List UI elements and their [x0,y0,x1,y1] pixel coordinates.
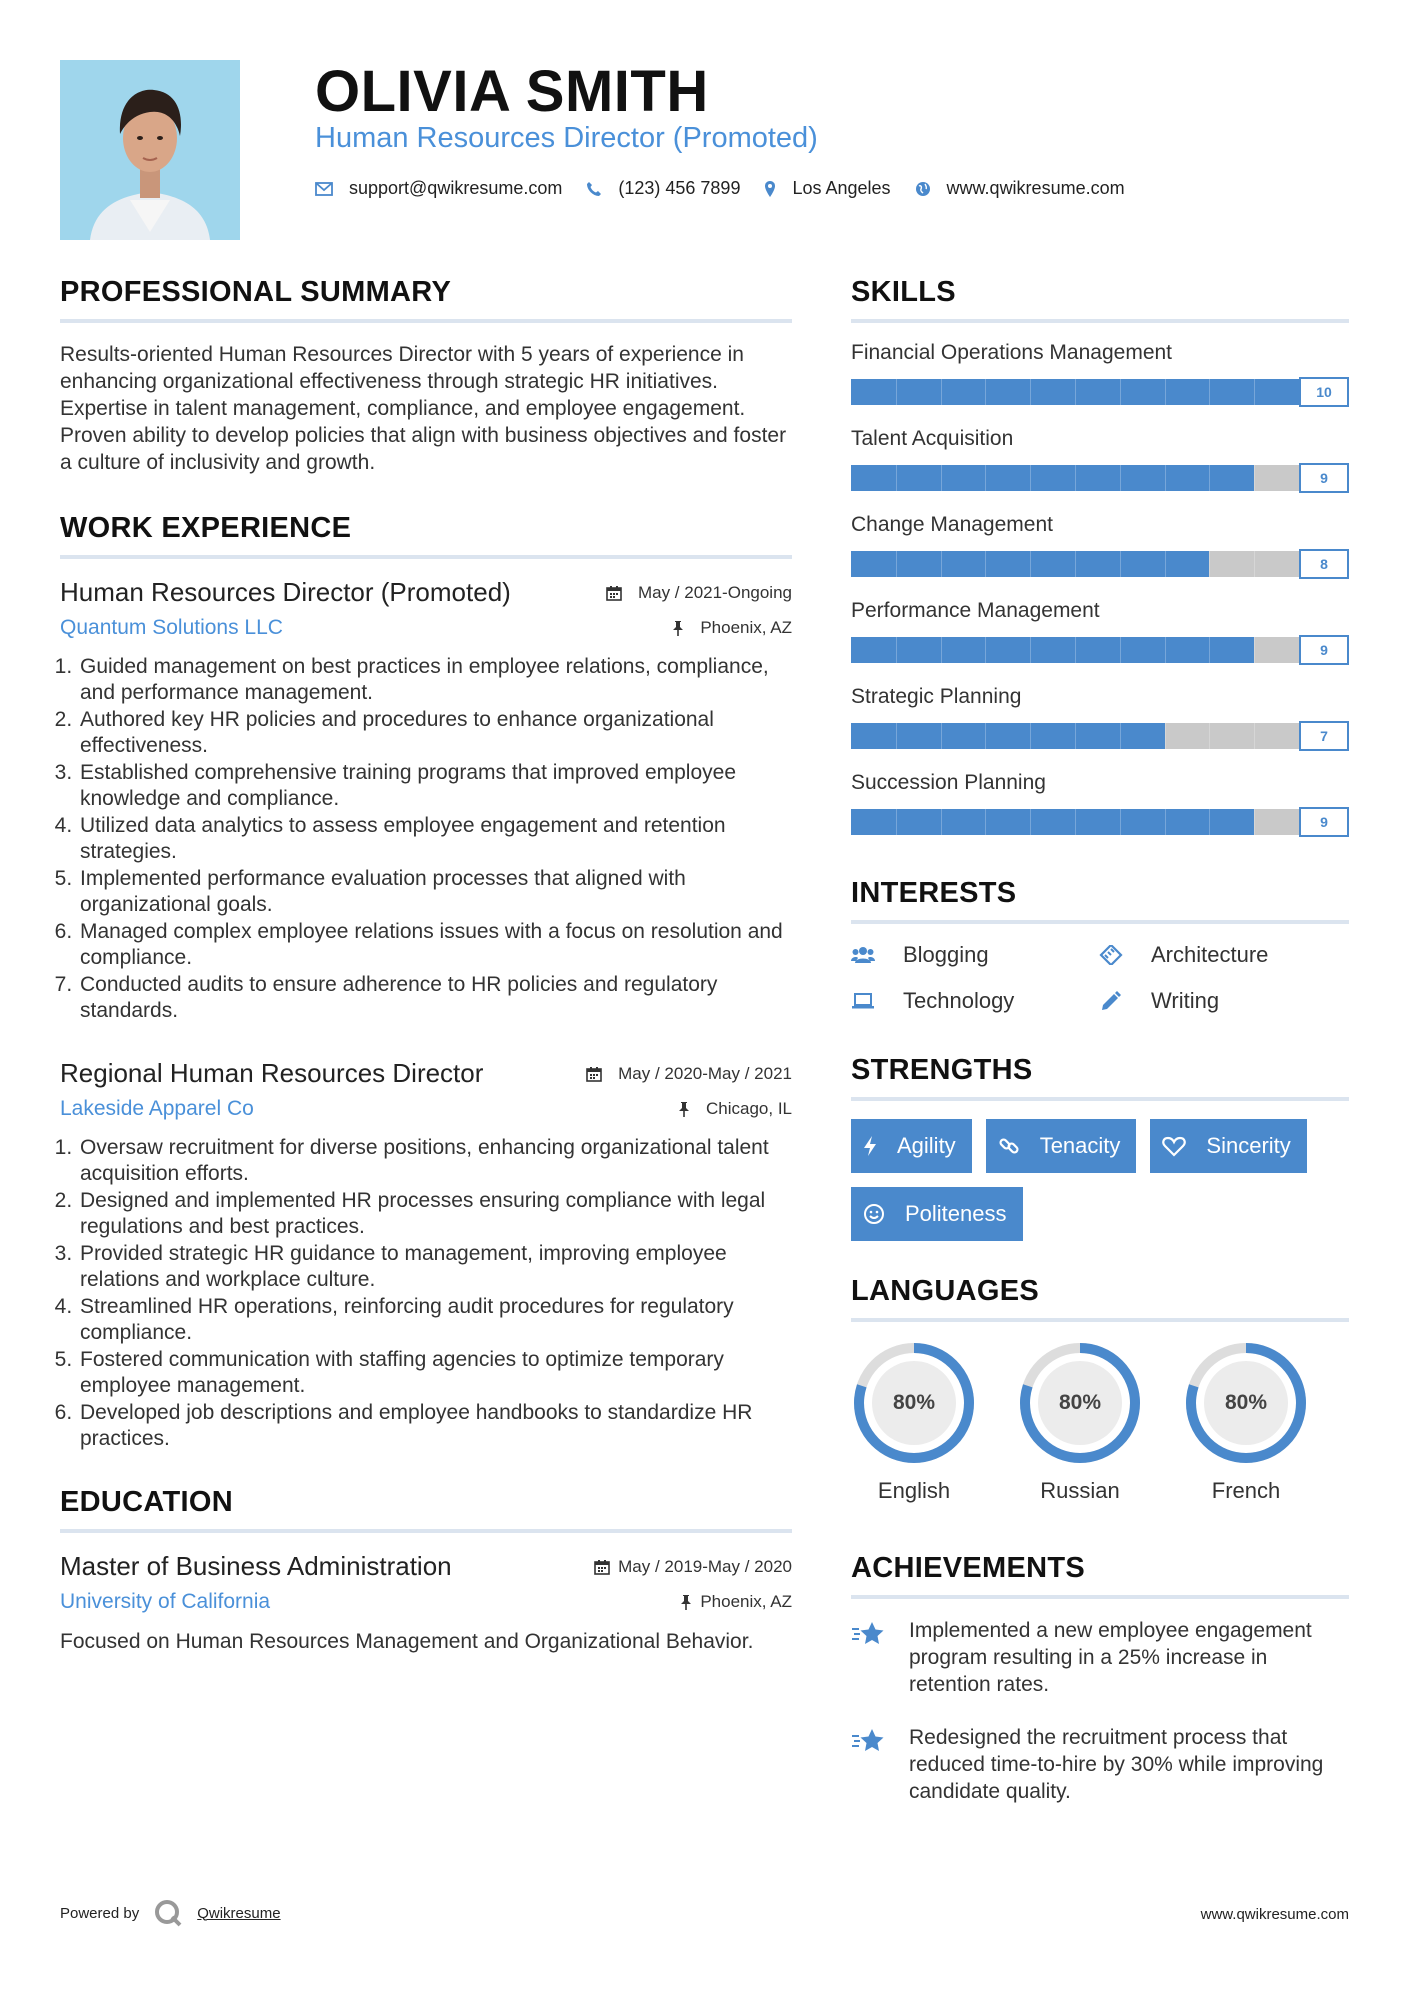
skill-bar-segment [985,637,986,663]
candidate-title: Human Resources Director (Promoted) [315,122,818,154]
company-name: Lakeside Apparel Co [60,1097,254,1120]
strength-badge [986,1119,1137,1173]
job-bullet: 1. Guided management on best practices in employee relations, compliance, and performance management. [78,654,792,706]
skill-bar-segment [941,551,942,577]
skill-bar-segment [1120,637,1121,663]
language-ring [851,1340,977,1466]
laptop-icon [851,991,889,1011]
skill-bar-segment [941,465,942,491]
school-name: University of California [60,1590,271,1613]
languages-heading: LANGUAGES [851,1275,1349,1322]
strength-label: Agility [897,1133,956,1158]
skill-item [851,771,1349,837]
job-bullet: 2. Authored key HR policies and procedures to enhance organizational effectiveness. [78,707,792,759]
skill-bar-segment [1075,379,1076,405]
language-name: French [1211,1478,1281,1503]
education-description: Focused on Human Resources Management and Organizational Behavior. [60,1630,754,1653]
skill-name: Succession Planning [851,771,1046,794]
job-bullet: 4. Streamlined HR operations, reinforcing audit procedures for regulatory compliance. [78,1294,792,1346]
achievements-list [851,1617,1349,1805]
skill-item [851,599,1349,665]
strength-label: Tenacity [1039,1133,1121,1158]
skill-bar [851,549,1349,579]
job-dates [606,583,792,603]
contact-bar [315,178,1149,199]
skill-bar-segment [1075,723,1076,749]
language-ring [1183,1340,1309,1466]
profile-photo-illustration [60,60,240,240]
education-dates [594,1557,792,1577]
job-entry [60,1058,792,1452]
skill-bar-fill [851,465,1254,491]
skill-bar-segment [1120,379,1121,405]
skill-item [851,513,1349,579]
skill-item [851,427,1349,493]
skill-bar-segment [1209,723,1210,749]
language-name: English [877,1478,951,1503]
phone-text: (123) 456 7899 [618,178,741,198]
job-bullet: 7. Conducted audits to ensure adherence to HR policies and regulatory standards. [78,972,792,1024]
skill-item [851,685,1349,751]
left-column [60,276,792,1689]
calendar-icon [606,585,630,601]
interest-item [1099,942,1349,968]
education-dates-text: May / 2019-May / 2020 [618,1557,792,1576]
company-name: Quantum Solutions LLC [60,616,283,639]
footer-powered-by [60,1898,281,1928]
interest-label: Blogging [903,942,989,967]
skill-level-badge: 9 [1299,463,1349,493]
interests-list [851,942,1349,1014]
skill-bar-segment [1254,723,1255,749]
degree-title: Master of Business Administration [60,1551,452,1581]
email-text: support@qwikresume.com [349,178,563,198]
skill-bar-segment [941,379,942,405]
languages-list [851,1340,1349,1504]
achievements-heading: ACHIEVEMENTS [851,1552,1349,1599]
skill-bar-segment [1254,551,1255,577]
qwikresume-logo-icon [153,1898,183,1928]
skill-bar-fill [851,723,1165,749]
pushpin-icon [672,620,692,636]
job-bullet: 6. Managed complex employee relations issues with a focus on resolution and compliance. [78,919,792,971]
language-percent: 80% [1058,1391,1102,1414]
job-location [678,1099,792,1119]
achievement-text: Implemented a new employee engagement program resulting in a 25% increase in retention rates. [909,1619,1312,1696]
phone-icon [586,181,602,197]
pushpin-icon [680,1594,692,1610]
job-bullet: 3. Provided strategic HR guidance to management, improving employee relations and workplace culture. [78,1241,792,1293]
envelope-icon [315,182,333,196]
interests-heading: INTERESTS [851,877,1349,924]
job-bullet: 5. Implemented performance evaluation processes that aligned with organizational goals. [78,866,792,918]
smile-icon [863,1203,895,1225]
skill-bar-segment [1165,551,1166,577]
job-location [672,618,792,638]
job-bullet: 3. Established comprehensive training programs that improved employee knowledge and compliance. [78,760,792,812]
job-bullet: 4. Utilized data analytics to assess employee engagement and retention strategies. [78,813,792,865]
job-entry [60,577,792,1024]
skill-bar [851,377,1349,407]
skill-bar-segment [1120,551,1121,577]
skill-bar-segment [1165,723,1166,749]
education-location-text: Phoenix, AZ [700,1592,792,1611]
skills-heading: SKILLS [851,276,1349,323]
skill-bar-segment [1075,551,1076,577]
skill-bar [851,721,1349,751]
skill-bar-segment [985,379,986,405]
strengths-heading: STRENGTHS [851,1054,1349,1101]
skill-bar-segment [896,809,897,835]
education-heading: EDUCATION [60,1486,792,1533]
skill-bar-fill [851,809,1254,835]
interest-item [1099,988,1349,1014]
heart-icon [1162,1135,1196,1157]
job-list [60,577,792,1452]
achievement-item [851,1617,1349,1698]
education-location [680,1592,792,1612]
skill-bar-segment [985,465,986,491]
skill-bar-segment [1254,465,1255,491]
pushpin-icon [678,1101,698,1117]
job-dates-text: May / 2020-May / 2021 [618,1064,792,1083]
globe-icon [915,181,931,197]
education-entry [60,1551,792,1655]
language-name: Russian [1040,1478,1120,1503]
skill-bar-segment [1209,465,1210,491]
skill-bar-segment [1075,809,1076,835]
calendar-icon [594,1559,610,1575]
skill-bar-segment [1209,379,1210,405]
qwikresume-link[interactable]: Qwikresume [197,1904,281,1922]
summary-text: Results-oriented Human Resources Director with 5 years of experience in enhancing organizational effectiveness through strategic HR initiatives. Expertise in talent management, compliance, and employee engagement. Proven ability to develop policies that align with business objectives and foster a culture of inclusivity and growth. [60,343,787,474]
skill-bar-segment [1165,379,1166,405]
job-title: Regional Human Resources Director [60,1058,484,1088]
interest-label: Architecture [1151,942,1269,967]
skill-bar-segment [1254,809,1255,835]
skill-bar-fill [851,637,1254,663]
skill-bar-segment [1209,637,1210,663]
job-location-text: Phoenix, AZ [700,618,792,637]
experience-heading: WORK EXPERIENCE [60,512,792,559]
right-column [851,276,1349,1831]
strength-badge [851,1187,1023,1241]
skill-bar-segment [896,465,897,491]
language-percent: 80% [892,1391,936,1414]
job-bullets [60,654,792,1024]
skill-bar-segment [985,723,986,749]
contact-location [764,178,890,199]
skill-level-badge: 9 [1299,635,1349,665]
skill-item [851,341,1349,407]
job-bullet: 5. Fostered communication with staffing agencies to optimize temporary employee management. [78,1347,792,1399]
contact-phone[interactable] [586,178,740,199]
skill-bar-segment [1209,551,1210,577]
users-icon [851,945,889,965]
pencil-icon [1099,991,1137,1011]
skill-bar-segment [896,551,897,577]
skill-level-badge: 8 [1299,549,1349,579]
bolt-icon [863,1135,887,1157]
job-bullets [60,1135,792,1452]
skill-bar-segment [1075,637,1076,663]
skill-bar-segment [1209,809,1210,835]
location-text: Los Angeles [792,178,891,198]
skill-bar-segment [896,637,897,663]
strength-badge [1150,1119,1306,1173]
skill-bar-segment [941,809,942,835]
language-item [1183,1340,1309,1504]
job-dates [586,1064,792,1084]
strength-label: Politeness [905,1201,1007,1226]
job-dates-text: May / 2021-Ongoing [637,583,792,602]
skill-bar-segment [1120,809,1121,835]
skill-bar [851,807,1349,837]
strength-label: Sincerity [1206,1133,1291,1158]
skill-bar-segment [1030,637,1031,663]
job-bullet: 1. Oversaw recruitment for diverse positions, enhancing organizational talent acquisition efforts. [78,1135,792,1187]
skill-bar-segment [1030,723,1031,749]
skill-level-badge: 7 [1299,721,1349,751]
interest-label: Writing [1151,988,1220,1013]
language-ring [1017,1340,1143,1466]
job-location-text: Chicago, IL [706,1099,792,1118]
skill-bar-segment [1165,637,1166,663]
contact-website[interactable] [915,178,1125,199]
profile-photo [60,60,240,240]
skill-bar [851,635,1349,665]
skill-bar-segment [1254,379,1255,405]
skill-bar-segment [1120,465,1121,491]
skill-bar [851,463,1349,493]
language-percent: 80% [1224,1391,1268,1414]
language-item [1017,1340,1143,1504]
strength-badge [851,1119,972,1173]
interest-item [851,988,1099,1014]
interest-label: Technology [903,988,1015,1013]
skill-bar-segment [1120,723,1121,749]
strengths-list [851,1119,1349,1241]
ruler-icon [1099,945,1137,965]
footer-url[interactable]: www.qwikresume.com [1200,1906,1349,1923]
skill-name: Talent Acquisition [851,427,1014,450]
job-bullet: 6. Developed job descriptions and employee handbooks to standardize HR practices. [78,1400,792,1452]
map-pin-icon [764,180,776,198]
skill-bar-segment [1030,379,1031,405]
skill-bar-segment [941,637,942,663]
skill-bar-segment [896,723,897,749]
skill-name: Strategic Planning [851,685,1022,708]
skill-level-badge: 9 [1299,807,1349,837]
skill-bar-segment [941,723,942,749]
skill-bar-segment [896,379,897,405]
skill-bar-segment [985,809,986,835]
skill-bar-segment [1254,637,1255,663]
star-icon [851,1617,897,1649]
skill-bar-segment [985,551,986,577]
summary-heading: PROFESSIONAL SUMMARY [60,276,792,323]
job-bullet: 2. Designed and implemented HR processes ensuring compliance with legal regulations and best practices. [78,1188,792,1240]
skill-bar-segment [1075,465,1076,491]
skill-level-badge: 10 [1299,377,1349,407]
skill-bar-segment [1030,809,1031,835]
skills-list [851,341,1349,837]
skill-name: Financial Operations Management [851,341,1173,364]
skill-name: Performance Management [851,599,1100,622]
powered-by-text: Powered by [60,1904,140,1922]
job-title: Human Resources Director (Promoted) [60,577,511,607]
skill-bar-segment [1030,551,1031,577]
link-icon [998,1135,1030,1157]
achievement-text: Redesigned the recruitment process that reduced time-to-hire by 30% while improving candidate quality. [909,1726,1324,1803]
calendar-icon [586,1066,610,1082]
skill-bar-segment [1030,465,1031,491]
skill-bar-segment [1165,465,1166,491]
language-item [851,1340,977,1504]
achievement-item [851,1724,1349,1805]
contact-email[interactable] [315,178,562,199]
skill-bar-segment [1165,809,1166,835]
interest-item [851,942,1099,968]
candidate-name: OLIVIA SMITH [315,59,709,124]
website-text: www.qwikresume.com [946,178,1125,198]
star-icon [851,1724,897,1756]
skill-name: Change Management [851,513,1053,536]
